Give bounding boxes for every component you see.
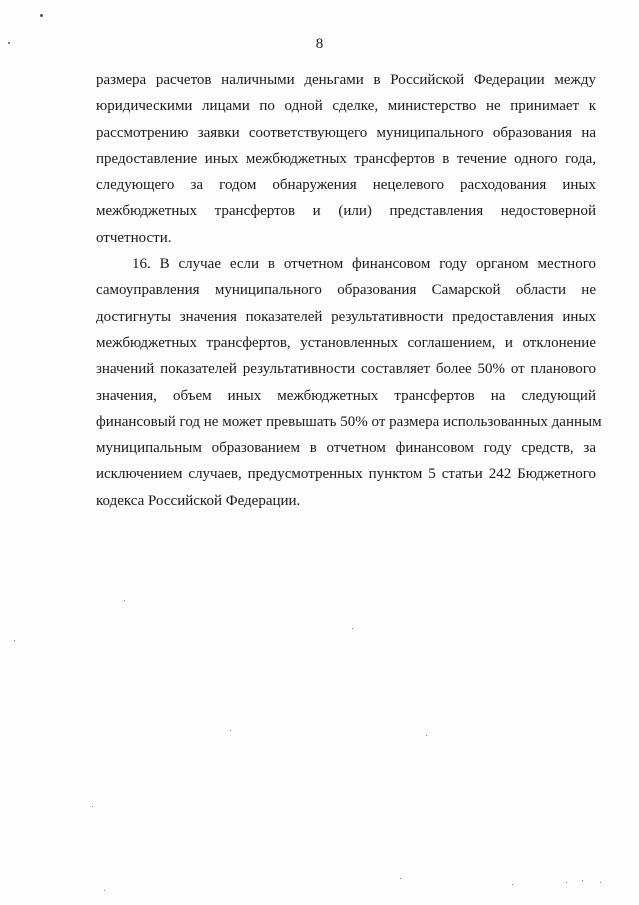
text-line: достигнуты значения показателей результативности предоставления иных bbox=[96, 308, 596, 325]
text-line: межбюджетных трансфертов и (или) представления недостоверной bbox=[96, 203, 596, 220]
text-line: отчетности. bbox=[96, 229, 172, 246]
text-line: юридическими лицами по одной сделке, министерство не принимает к bbox=[96, 98, 596, 115]
text-line: кодекса Российской Федерации. bbox=[96, 492, 301, 509]
scan-speck bbox=[512, 884, 513, 885]
scan-speck bbox=[14, 640, 15, 641]
text-line: размера расчетов наличными деньгами в Российской Федерации между bbox=[96, 72, 596, 88]
scan-speck bbox=[600, 882, 601, 883]
scan-speck bbox=[426, 735, 427, 736]
page-number: 8 bbox=[315, 36, 324, 52]
text-line: межбюджетных трансфертов, установленных соглашением, и отклонение bbox=[96, 334, 596, 351]
text-line: значений показателей результативности составляет более 50% от планового bbox=[96, 361, 596, 378]
scan-speck bbox=[104, 890, 105, 891]
text-line: рассмотрению заявки соответствующего муниципального образования на bbox=[96, 124, 596, 141]
text-line: следующего за годом обнаружения нецелевого расходования иных bbox=[96, 177, 596, 194]
text-line: значения, объем иных межбюджетных трансфертов на следующий bbox=[96, 387, 596, 404]
scan-speck bbox=[92, 806, 93, 807]
paragraph-16-first-line: 16. В случае если в отчетном финансовом году органом местного bbox=[132, 256, 596, 273]
text-line: самоуправления муниципального образования Самарской области не bbox=[96, 282, 596, 299]
text-line: исключением случаев, предусмотренных пунктом 5 статьи 242 Бюджетного bbox=[96, 466, 596, 483]
scan-speck bbox=[40, 14, 43, 17]
text-line: финансовый год не может превышать 50% от размера использованных данным bbox=[96, 413, 602, 430]
document-body bbox=[96, 67, 602, 514]
text-line: муниципальным образованием в отчетном финансовом году средств, за bbox=[96, 440, 596, 457]
scan-speck bbox=[124, 600, 125, 601]
scan-speck bbox=[582, 880, 583, 881]
scan-speck bbox=[230, 730, 231, 731]
scan-speck bbox=[566, 882, 567, 883]
scan-speck bbox=[8, 42, 10, 44]
scan-speck bbox=[400, 878, 401, 879]
scan-speck bbox=[352, 628, 353, 629]
text-line: предоставление иных межбюджетных трансфертов в течение одного года, bbox=[96, 150, 596, 167]
